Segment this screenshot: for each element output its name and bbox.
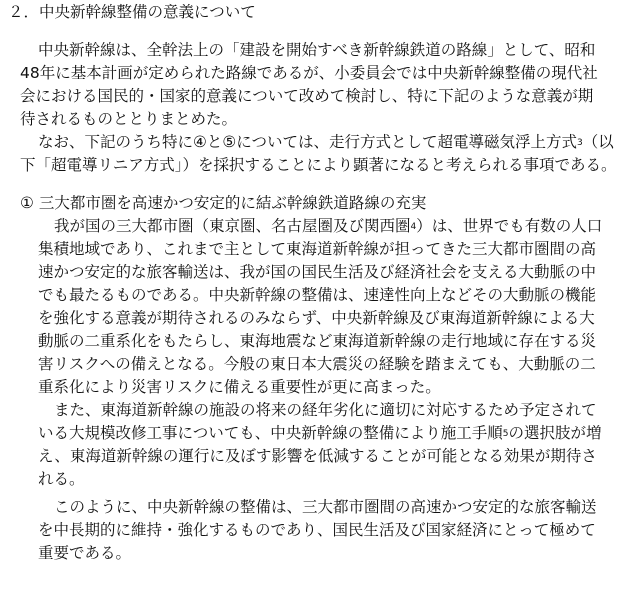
item-paragraph-line: を強化する意義が期待されるのみならず、中央新幹線及び東海道新幹線による大 xyxy=(38,309,595,327)
section-heading: ２．中央新幹線整備の意義について xyxy=(8,3,256,21)
item-paragraph-line: 害リスクへの備えとなる。今般の東日本大震災の経験を踏まえても、大動脈の二 xyxy=(38,355,596,373)
item-text: ）は、世界でも有数の人口 xyxy=(416,217,603,235)
item-paragraph-line: え、東海道新幹線の運行に及ぼす影響を低減することが可能となる効果が期待さ xyxy=(38,447,597,465)
item-paragraph-line: 重要である。 xyxy=(38,544,132,562)
intro-paragraph-line: 会における国民的・国家的意義について改めて検討し、特に下記のような意義が期 xyxy=(20,87,594,105)
item-paragraph-line: 重系化により災害リスクに備える重要性が更に高まった。 xyxy=(38,378,441,396)
intro-paragraph-line: 待されるものととりまとめた。 xyxy=(20,110,238,128)
footnote-ref: 5 xyxy=(502,429,509,439)
item-text: の選択肢が増 xyxy=(508,424,602,442)
footnote-ref: 4 xyxy=(410,222,417,232)
item-paragraph-line: 速かつ安定的な旅客輸送は、我が国の国民生活及び経済社会を支える大動脈の中 xyxy=(38,263,597,281)
item-paragraph-line: を中長期的に維持・強化するものであり、国民生活及び国家経済にとって極めて xyxy=(38,521,596,539)
item-paragraph-line xyxy=(54,216,602,236)
intro-note-text: なお、下記のうち特に④と⑤については、走行方式として超電導磁気浮上方式 xyxy=(38,133,577,151)
intro-note-line xyxy=(38,132,614,152)
item-heading: ① 三大都市圏を高速かつ安定的に結ぶ幹線鉄道路線の充実 xyxy=(20,194,427,212)
item-paragraph-line: れる。 xyxy=(38,470,85,488)
item-paragraph-line xyxy=(38,423,601,443)
item-paragraph-line: 集積地域であり、これまで主として東海道新幹線が担ってきた三大都市圏間の高 xyxy=(38,240,597,258)
item-text: いる大規模改修工事についても、中央新幹線の整備により施工手順 xyxy=(38,424,503,442)
intro-note-line: 下「超電導リニア方式」）を採択することにより顕著になると考えられる事項である。 xyxy=(20,156,617,174)
item-paragraph-line: でも最たるものである。中央新幹線の整備は、速達性向上などその大動脈の機能 xyxy=(38,286,597,304)
item-paragraph-line: このように、中央新幹線の整備は、三大都市圏間の高速かつ安定的な旅客輸送 xyxy=(54,498,597,516)
item-paragraph-line: また、東海道新幹線の施設の将来の経年劣化に適切に対応するため予定されて xyxy=(54,401,597,419)
intro-paragraph-line: 中央新幹線は、全幹法上の「建設を開始すべき新幹線鉄道の路線」として、昭和 xyxy=(38,41,596,59)
item-text: 我が国の三大都市圏（東京圏、名古屋圏及び関西圏 xyxy=(54,217,411,235)
footnote-ref: 3 xyxy=(576,138,583,148)
intro-paragraph-line: 48年に基本計画が定められた路線であるが、小委員会では中央新幹線整備の現代社 xyxy=(20,64,598,82)
item-paragraph-line: 動脈の二重系化をもたらし、東海地震など東海道新幹線の走行地域に存在する災 xyxy=(38,332,597,350)
intro-note-text: （以 xyxy=(582,133,614,151)
